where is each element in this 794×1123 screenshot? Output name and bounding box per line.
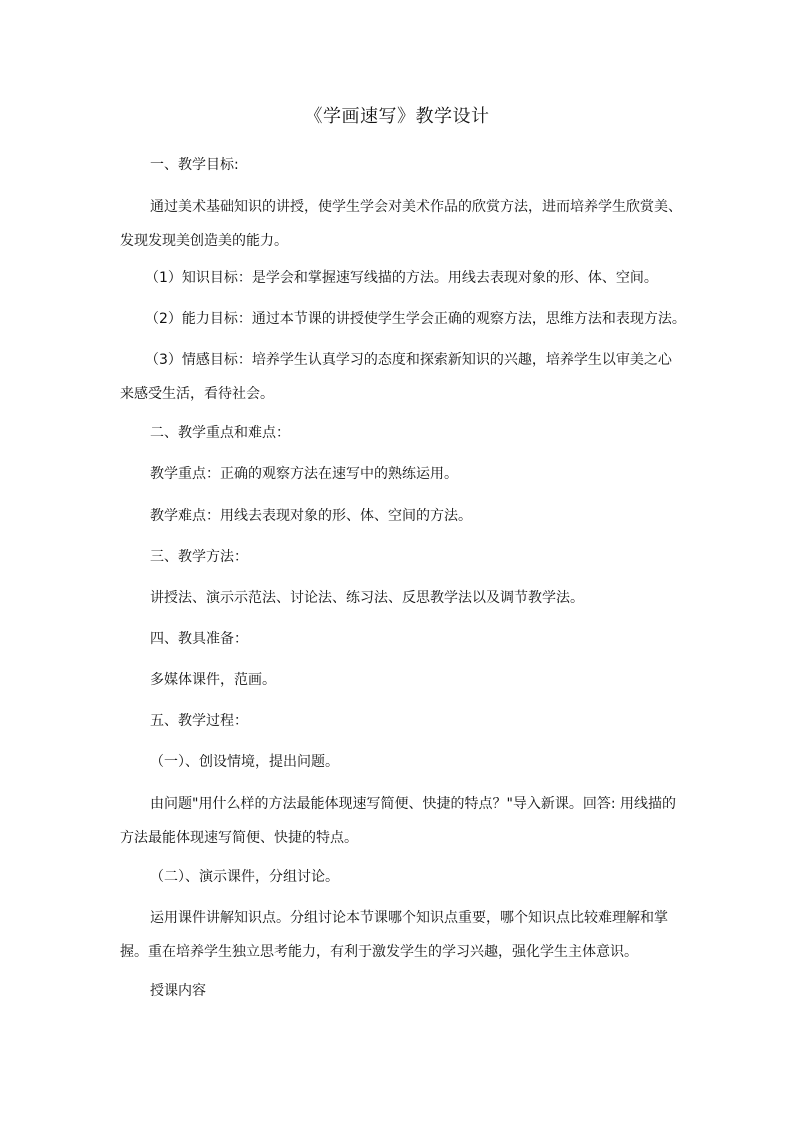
methods-text: 讲授法、演示示范法、讨论法、练习法、反思教学法以及调节教学法。: [150, 590, 584, 606]
goal-emotion-line-1: （3）情感目标：培养学生认真学习的态度和探索新知识的兴趣，培养学生以审美之心: [145, 352, 672, 368]
step-1-paragraph: [120, 794, 680, 862]
goal-knowledge: （1）知识目标：是学会和掌握速写线描的方法。用线去表现对象的形、体、空间。: [145, 270, 658, 286]
goal-emotion-line-2: 来感受生活，看待社会。: [120, 386, 274, 402]
goals-intro-line-1: 通过美术基础知识的讲授，使学生学会对美术作品的欣赏方法，进而培养学生欣赏美、: [150, 199, 682, 215]
goals-intro-line-2: 发现发现美创造美的能力。: [120, 233, 288, 249]
process-heading: 五、教学过程：: [150, 713, 248, 729]
lesson-content-label: 授课内容: [150, 983, 206, 999]
step-1-line-2: 方法最能体现速写简便、快捷的特点。: [120, 830, 358, 846]
step-2-paragraph: [120, 908, 680, 976]
goal-emotion-paragraph: [120, 350, 680, 418]
tools-heading: 四、教具准备：: [150, 631, 248, 647]
key-point-text: 教学重点：正确的观察方法在速写中的熟练运用。: [150, 466, 458, 482]
goals-heading: 一、教学目标:: [150, 157, 239, 173]
goal-ability: （2）能力目标：通过本节课的讲授使学生学会正确的观察方法，思维方法和表现方法。: [145, 311, 686, 327]
goals-intro-paragraph: [120, 197, 680, 265]
step-2-heading: （二）、演示课件，分组讨论。: [150, 869, 339, 885]
document-title: 《学画速写》教学设计: [304, 106, 490, 127]
step-1-heading: （一）、创设情境，提出问题。: [150, 754, 339, 770]
step-1-line-1: 由问题"用什么样的方法最能体现速写简便、快捷的特点？"导入新课。回答: 用线描的: [150, 796, 677, 812]
methods-heading: 三、教学方法：: [150, 549, 248, 565]
key-points-heading: 二、教学重点和难点：: [150, 425, 290, 441]
tools-text: 多媒体课件，范画。: [150, 672, 276, 688]
step-2-line-1: 运用课件讲解知识点。分组讨论本节课哪个知识点重要，哪个知识点比较难理解和掌: [150, 910, 668, 926]
difficult-point-text: 教学难点：用线去表现对象的形、体、空间的方法。: [150, 508, 472, 524]
step-2-line-2: 握。重在培养学生独立思考能力，有利于激发学生的学习兴趣，强化学生主体意识。: [120, 944, 638, 960]
